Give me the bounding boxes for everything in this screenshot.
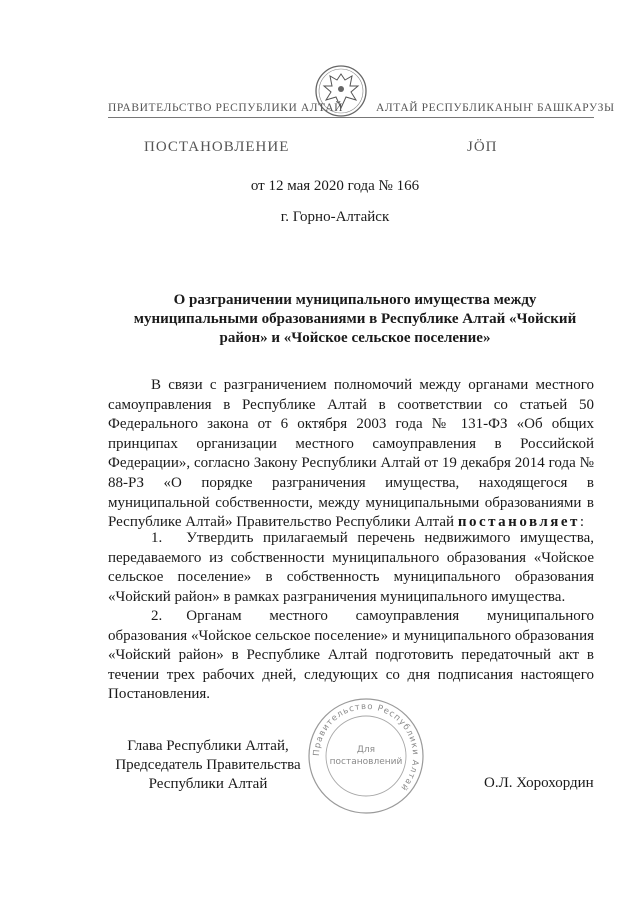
action-word: постановляет [457,514,580,531]
item-text: Органам местного самоуправления муниципального образования «Чойское сельское поселение» и муниципального образования «Чойский район» в Республике Алтай подготовить передаточный акт в течении трех рабочих дней, следующих со дня подписания настоящего Постановления. [108,608,594,703]
stamp-center-line1: Для [356,745,376,755]
position-line: Республики Алтай [148,776,268,792]
signatory-name: О.Л. Хорохордин [484,775,594,791]
list-item [108,529,594,607]
item-number: 1. [151,530,163,546]
stamp-center-line2: постановлений [329,757,403,767]
header-org-ru: ПРАВИТЕЛЬСТВО РЕСПУБЛИКИ АЛТАЙ [108,102,344,114]
date-line: от 12 мая 2020 года № 166 [250,178,420,194]
position-line: Председатель Правительства [115,757,301,773]
city: г. Горно-Алтайск [280,209,390,225]
item-text: Утвердить прилагаемый перечень недвижимого имущества, передаваемого из собственности муниципального образования «Чойское сельское поселение» в собственность муниципального образования «Чойский район» в рамках разграничения муниципального имущества. [108,530,594,605]
list-item [108,607,594,705]
signatory-position [108,737,308,794]
stamp-ring-text: Правительство Республики Алтай [311,701,421,793]
preamble-text: В связи с разграничением полномочий между органами местного самоуправления в Республике Алтай в соответствии со статьей 50 Федерального закона от 6 октября 2003 года № 131-ФЗ «Об общих принципах организации местного самоуправления в Российской Федерации», согласно Закону Республики Алтай от 19 декабря 2014 года № 88-РЗ «О порядке разграничения имущества, находящегося в муниципальной собственности, между муниципальными образованиями в Республике Алтай» Правительство Республики Алтай [108,377,594,531]
header-org-alt: АЛТАЙ РЕСПУБЛИКАНЫҤ БАШКАРУЗЫ [376,102,615,114]
header-divider [108,117,594,118]
preamble-colon: : [579,514,585,531]
doc-type-alt: ЈӦП [467,139,498,155]
position-line: Глава Республики Алтай, [127,738,289,754]
item-number: 2. [151,608,163,624]
preamble-paragraph [108,376,594,533]
doc-type-ru: ПОСТАНОВЛЕНИЕ [144,139,290,155]
document-title: О разграничении муниципального имущества между муниципальными образованиями в Республике Алтай «Чойский район» и «Чойское сельское поселение» [133,292,577,346]
official-stamp [306,696,426,816]
